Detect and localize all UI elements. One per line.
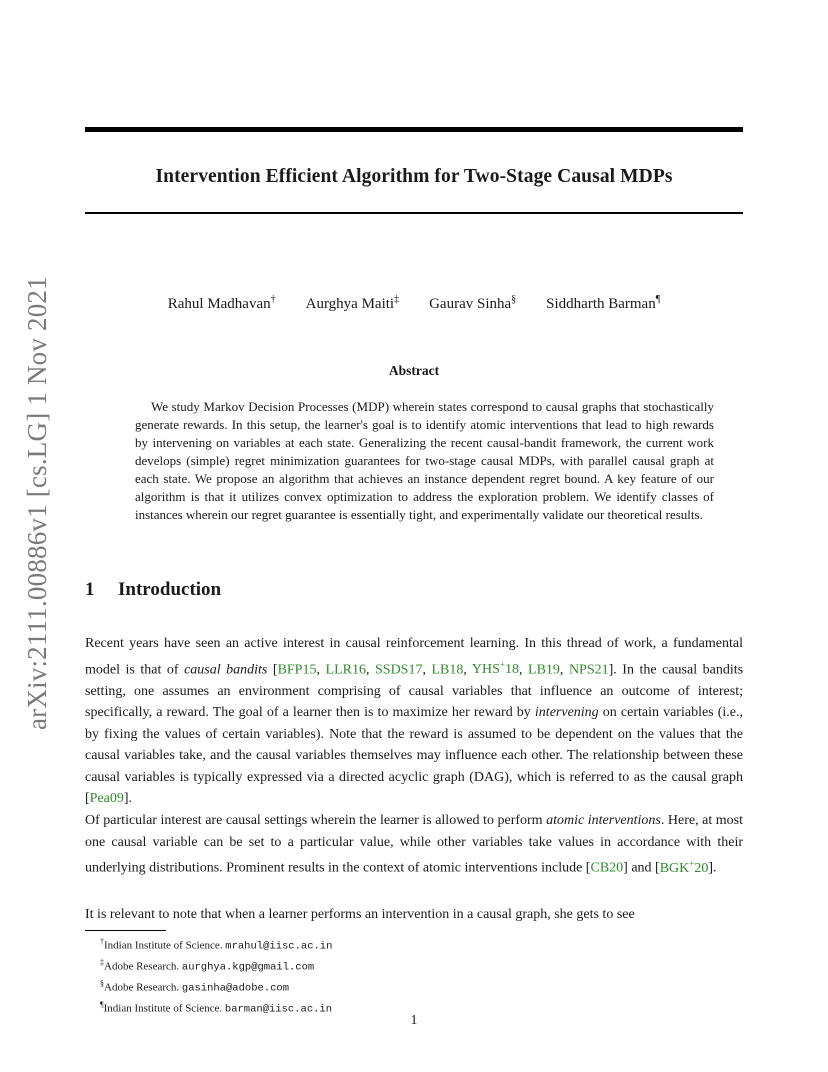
section-number: 1 <box>85 579 95 600</box>
title-rule-top <box>85 127 743 132</box>
arxiv-stamp: arXiv:2111.00886v1 [cs.LG] 1 Nov 2021 <box>22 276 52 730</box>
citation-link[interactable]: CB20 <box>590 860 624 876</box>
author-4: Siddharth Barman¶ <box>546 294 661 312</box>
paragraph-2: Of particular interest are causal settings wherein the learner is allowed to perform atomic interventions. Here, at most one causal variable can be set to a particular value, while other variables take values in accordance with their underlying distributions. Prominent results in the context of atomic interventions include [CB20] and [BGK+20]. <box>85 813 744 876</box>
citation-link[interactable]: BGK+20 <box>659 858 709 876</box>
paper-title: Intervention Efficient Algorithm for Two-Stage Causal MDPs <box>155 166 673 187</box>
footnote-rule <box>85 930 166 931</box>
footnote-3: §Adobe Research. gasinha@adobe.com <box>100 979 290 995</box>
footnote-2: ‡Adobe Research. aurghya.kgp@gmail.com <box>100 958 315 974</box>
footnote-4: ¶Indian Institute of Science. barman@iisc.ac.in <box>100 1000 333 1017</box>
citation-link[interactable]: LB18 <box>431 662 464 678</box>
citation-link[interactable]: LLR16 <box>325 662 366 678</box>
abstract-heading: Abstract <box>388 363 440 378</box>
section-heading <box>85 579 221 601</box>
citation-link[interactable]: SSDS17 <box>375 662 423 678</box>
citation-link[interactable]: Pea09 <box>89 791 124 807</box>
citation-link[interactable]: YHS+18 <box>471 659 519 678</box>
footnotes <box>100 934 332 1019</box>
author-1: Rahul Madhavan† <box>167 294 276 312</box>
author-list <box>85 294 743 313</box>
author-3: Gaurav Sinha§ <box>429 294 517 312</box>
paragraph-3: It is relevant to note that when a learner performs an intervention in a causal graph, she gets to see <box>85 907 635 922</box>
page-number: 1 <box>410 1013 418 1028</box>
citation-link[interactable]: NPS21 <box>568 662 609 678</box>
title-rule-bottom <box>85 212 743 214</box>
abstract-body: We study Markov Decision Processes (MDP) wherein states correspond to causal graphs that stochastically generate rewards. In this setup, the learner's goal is to identify atomic interventions that lead to high rewards by intervening on variables at each state. Generalizing the recent causal-bandit framework, the current work develops (simple) regret minimization guarantees for two-stage causal MDPs, with parallel causal graph at each state. We propose an algorithm that achieves an instance dependent regret bound. A key feature of our algorithm is that it utilizes convex optimization to address the exploration problem. We identify classes of instances wherein our regret guarantee is essentially tight, and experimentally validate our theoretical results. <box>135 399 714 522</box>
section-title: Introduction <box>118 579 222 600</box>
citation-link[interactable]: BFP15 <box>277 662 317 678</box>
footnote-1: †Indian Institute of Science. mrahul@iisc.ac.in <box>100 937 333 953</box>
author-2: Aurghya Maiti‡ <box>305 294 400 312</box>
paragraph-1: Recent years have seen an active interest in causal reinforcement learning. In this thread of work, a fundamental model is that of causal bandits [BFP15, LLR16, SSDS17, LB18, YHS+18, LB19, NPS21]. In the causal bandits setting, one assumes an environment comprising of causal variables that influence an outcome of interest; specifically, a reward. The goal of a learner then is to maximize her reward by intervening on certain variables (i.e., by fixing the values of certain variables). Note that the reward is assumed to be dependent on the values that the causal variables take, and the causal variables themselves may influence each other. The relationship between these causal variables is typically expressed via a directed acyclic graph (DAG), which is referred to as the causal graph [Pea09]. <box>85 636 744 807</box>
citation-link[interactable]: LB19 <box>528 662 560 678</box>
